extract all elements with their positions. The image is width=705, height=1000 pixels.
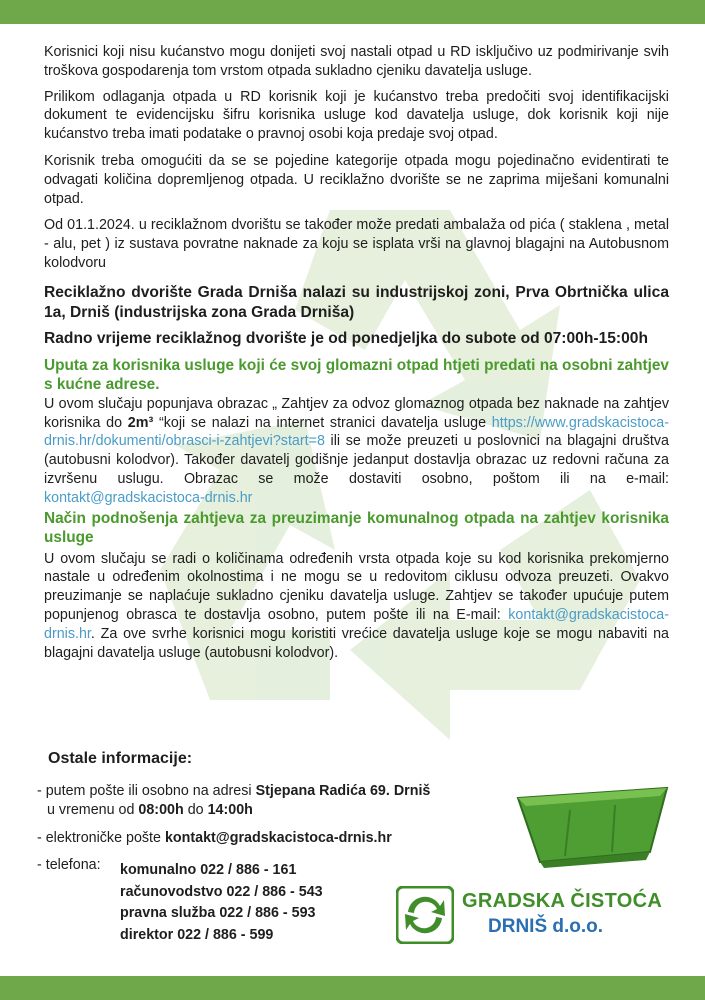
post-time-mid: do [183, 802, 208, 818]
email-prefix: - elektroničke pošte [37, 830, 165, 846]
phone-director: direktor 022 / 886 - 599 [120, 926, 274, 943]
working-hours-text: Radno vrijeme reciklažnog dvorište je od ponedjeljka do subote od 07:00h-15:00h [44, 329, 648, 347]
logo-city: DRNIŠ d.o.o. [488, 916, 604, 937]
section1-text-1: U ovom slučaju popunjava obrazac „ Zahtjev za odvoz glomaznog otpada bez naknade na zahtjev korisnika do [44, 395, 669, 431]
email-link-2[interactable]: kontakt@gradskacistoca-drnis.hr [44, 606, 669, 642]
section1-heading: Uputa za korisnika usluge koji će svoj glomazni otpad htjeti predati na osobni zahtjev s kućne adrese. [44, 356, 669, 394]
location-text: Reciklažno dvorište Grada Drniša nalazi su industrijskoj zoni, Prva Obrtnička ulica 1a, Drniš (industrijska zona Grada Drniša) [44, 283, 669, 321]
post-time-to: 14:00h [207, 802, 253, 818]
phone-label: - telefona: [37, 857, 101, 873]
section2-text-1: U ovom slučaju se radi o količinama određenih vrsta otpada koje su kod korisnika prekomjerno nastale u određenim okolnostima i ne mogu se u redovitom ciklusu odvoza preuzeti. Ovakvo preuzimanje se naplaćuje sukladno cjeniku davatelja usluge. Zahtjev se također upućuje putem popunjenog obrasca te dostavlja osobno, putem pošte ili na E-mail: [44, 550, 669, 623]
info-email [37, 829, 392, 848]
phone-list [120, 860, 323, 946]
info-email-address[interactable]: kontakt@gradskacistoca-drnis.hr [164, 830, 392, 846]
info-post [37, 782, 430, 820]
post-address: Stjepana Radića 69. Drniš [255, 783, 431, 799]
top-green-bar [0, 0, 705, 24]
phone-communal: komunalno 022 / 886 - 161 [120, 862, 297, 878]
paragraph-packaging: Od 01.1.2024. u reciklažnom dvorištu se također može predati ambalaža od pića ( staklena , metal - alu, pet ) iz sustava povratne naknade za koju se isplata vrši na glavnoj blagajni na Autobusnom kolodvoru [44, 217, 669, 271]
logo-name: GRADSKA ČISTOĆA [462, 890, 663, 912]
paragraph-non-household: Korisnici koji nisu kućanstvo mogu donijeti svoj nastali otpad u RD isključivo uz podmirivanje svih troškova gospodarenja tom vrstom otpada sukladno cjeniku davatelja usluge. [44, 44, 669, 79]
post-time-from: 08:00h [138, 802, 184, 818]
phone-legal: pravna služba 022 / 886 - 593 [120, 905, 316, 921]
company-logo [396, 886, 686, 948]
forms-link[interactable]: https://www.gradskacistoca-drnis.hr/dokumenti/obrasci-i-zahtjevi?start=8 [44, 414, 669, 450]
post-time-prefix: u vremenu od [47, 802, 139, 818]
waste-container-icon [510, 770, 675, 870]
section2-text-2: . Za ove svrhe korisnici mogu koristiti vrećice davatelja usluge koje se mogu nabaviti na blagajni davatelja usluge (autobusni kolodvor). [44, 625, 669, 661]
paragraph-identification: Prilikom odlaganja otpada u RD korisnik koji je kućanstvo treba predočiti svoj identifikacijski dokument te evidencijsku šifru korisnika usluge kod davatelja usluge, dok korisnik koji nije kućanstvo treba imati podatake o pravnoj osobi koja predaje svoj otpad. [44, 88, 669, 143]
bottom-green-bar [0, 976, 705, 1000]
email-link-1[interactable]: kontakt@gradskacistoca-drnis.hr [44, 489, 253, 506]
section2-body [44, 550, 669, 663]
post-prefix: - putem pošte ili osobno na adresi [37, 783, 256, 799]
section1-text-2: “koji se nalazi na internet stranici davatelja usluge [153, 414, 492, 431]
paragraph-categories: Korisnik treba omogućiti da se se pojedine kategorije otpada mogu pojedinačno evidentirati te odvagati količina dopremljenog otpada. U reciklažno dvorište se ne zaprima miješani komunalni otpad. [44, 152, 669, 207]
other-info-title: Ostale informacije: [48, 750, 193, 767]
recycle-logo-icon [396, 886, 454, 944]
section2-heading: Način podnošenja zahtjeva za preuzimanje komunalnog otpada na zahtjev korisnika usluge [44, 509, 669, 547]
phone-accounting: računovodstvo 022 / 886 - 543 [120, 883, 323, 900]
section1-text-3: ili se može preuzeti u poslovnici na blagajni društva (autobusni kolodvor). Također davatelj godišnje jedanput dostavlja obrazac uz redovni računa za izvršenu uslugu. Obrazac se može dostaviti osobno, poštom ili na e-mail: [44, 433, 669, 487]
section1-body [44, 395, 669, 508]
section1-volume: 2m³ [127, 414, 154, 431]
main-content [44, 43, 669, 662]
